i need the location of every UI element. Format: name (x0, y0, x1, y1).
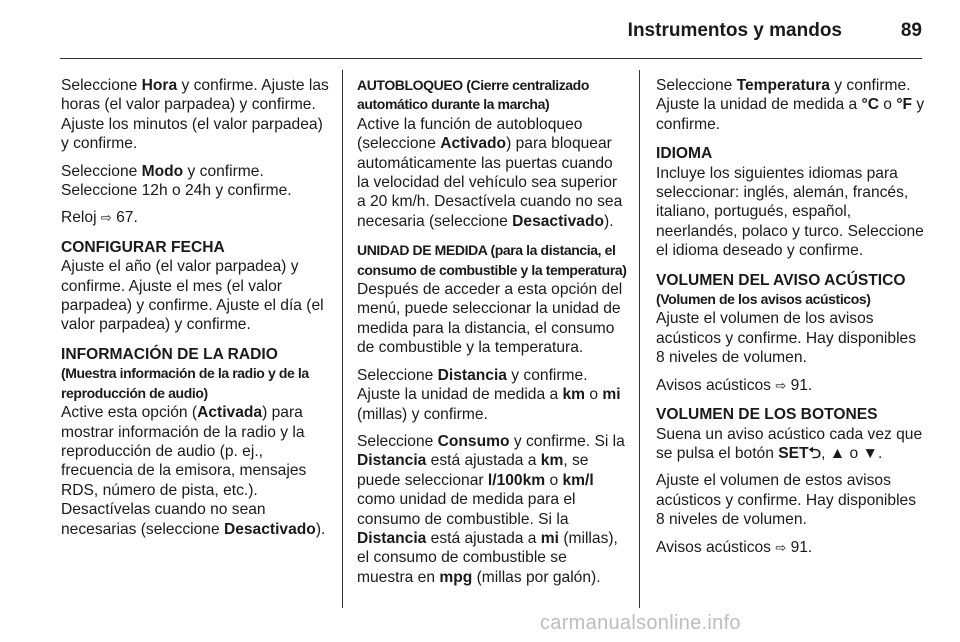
return-icon: ⮌ (808, 444, 822, 462)
avisos-reference-link-2[interactable]: Avisos acústicos ⇨ 91. (656, 538, 813, 556)
paragraph-unidad-intro: Después de acceder a esta opción del menú, puede seleccionar la unidad de medida para la distancia, el consumo de combustible y la temperatura. (357, 281, 623, 357)
paragraph-distancia: Seleccione Distancia y confirme. Ajuste la unidad de medida a km o mi (millas) y confirme. (357, 366, 621, 423)
page-number: 89 (900, 20, 922, 41)
paragraph-consumo: Seleccione Consumo y confirme. Si la Distancia está ajustada a km, se puede seleccionar l/100km o km/l como unidad de medida para el consumo de combustible. Si la Distancia está ajustada a mi (millas), el consumo de combustible se muestra en mpg (millas por galón). (357, 432, 625, 586)
heading-unidad-medida: UNIDAD DE MEDIDA (para la distancia, el consumo de combustible y la temperatura) (357, 242, 627, 278)
heading-informacion-radio: INFORMACIÓN DE LA RADIO (61, 345, 278, 363)
paragraph-radio: Active esta opción (Activada) para mostrar información de la radio y la reproducción de audio (p. ej., frecuencia de la emisora, mensajes RDS, número de pista, etc.). Desactívelas cuando no sean necesarias (seleccione Desactivado). (61, 404, 326, 538)
column-1 (61, 76, 331, 547)
paragraph-volumen-botones: Suena un aviso acústico cada vez que se pulsa el botón SET⮌, ▲ o ▼. (656, 425, 923, 462)
arrow-right-icon: ⇨ (775, 377, 787, 393)
heading-idioma: IDIOMA (656, 145, 713, 163)
column-divider-1 (342, 70, 343, 608)
paragraph-volumen-botones-ajuste: Ajuste el volumen de estos avisos acústicos y confirme. Hay disponibles 8 niveles de volumen. (656, 472, 917, 529)
triangle-up-icon: ▲ (829, 444, 846, 462)
heading-configurar-fecha: CONFIGURAR FECHA (61, 238, 225, 256)
column-divider-2 (639, 70, 640, 608)
paragraph-hora: Seleccione Hora y confirme. Ajuste las horas (el valor parpadea) y confirme. Ajuste los minutos (el valor parpadea) y confirme. (61, 77, 329, 153)
subheading-informacion-radio: (Muestra información de la radio y de la reproducción de audio) (61, 365, 309, 401)
paragraph-modo: Seleccione Modo y confirme. Seleccione 12h o 24h y confirme. (61, 162, 292, 200)
paragraph-idioma: Incluye los siguientes idiomas para seleccionar: inglés, alemán, francés, italiano, portugués, español, neerlandés, polaco y turco. Seleccione el idioma deseado y confirme. (656, 164, 924, 260)
heading-autobloqueo: AUTOBLOQUEO (Cierre centralizado automático durante la marcha) (357, 77, 589, 113)
page-title: Instrumentos y mandos (627, 20, 842, 41)
arrow-right-icon: ⇨ (775, 539, 787, 555)
arrow-right-icon: ⇨ (100, 210, 112, 226)
avisos-reference-link-1[interactable]: Avisos acústicos ⇨ 91. (656, 376, 813, 394)
heading-volumen-aviso: VOLUMEN DEL AVISO ACÚSTICO (656, 271, 906, 289)
triangle-down-icon: ▼ (862, 444, 878, 462)
watermark: carmanualsonline.info (540, 612, 741, 634)
heading-volumen-botones: VOLUMEN DE LOS BOTONES (656, 406, 878, 424)
column-3 (656, 76, 926, 565)
reloj-reference-link[interactable]: Reloj ⇨ 67. (61, 209, 138, 227)
column-2 (357, 76, 627, 595)
paragraph-autobloqueo: Active la función de autobloqueo (seleccione Activado) para bloquear automáticamente las puertas cuando la velocidad del vehículo sea superior a 20 km/h. Desactívela cuando no sea necesaria (seleccione Desactivado). (357, 115, 623, 230)
paragraph-volumen-aviso: Ajuste el volumen de los avisos acústicos y confirme. Hay disponibles 8 niveles de volumen. (656, 310, 917, 367)
header-divider (60, 58, 922, 59)
paragraph-fecha: Ajuste el año (el valor parpadea) y confirme. Ajuste el mes (el valor parpadea) y confirme. Ajuste el día (el valor parpadea) y confirme. (61, 258, 324, 334)
subheading-volumen-aviso: (Volumen de los avisos acústicos) (656, 291, 871, 308)
paragraph-temperatura: Seleccione Temperatura y confirme. Ajuste la unidad de medida a °C o °F y confirme. (656, 77, 925, 133)
